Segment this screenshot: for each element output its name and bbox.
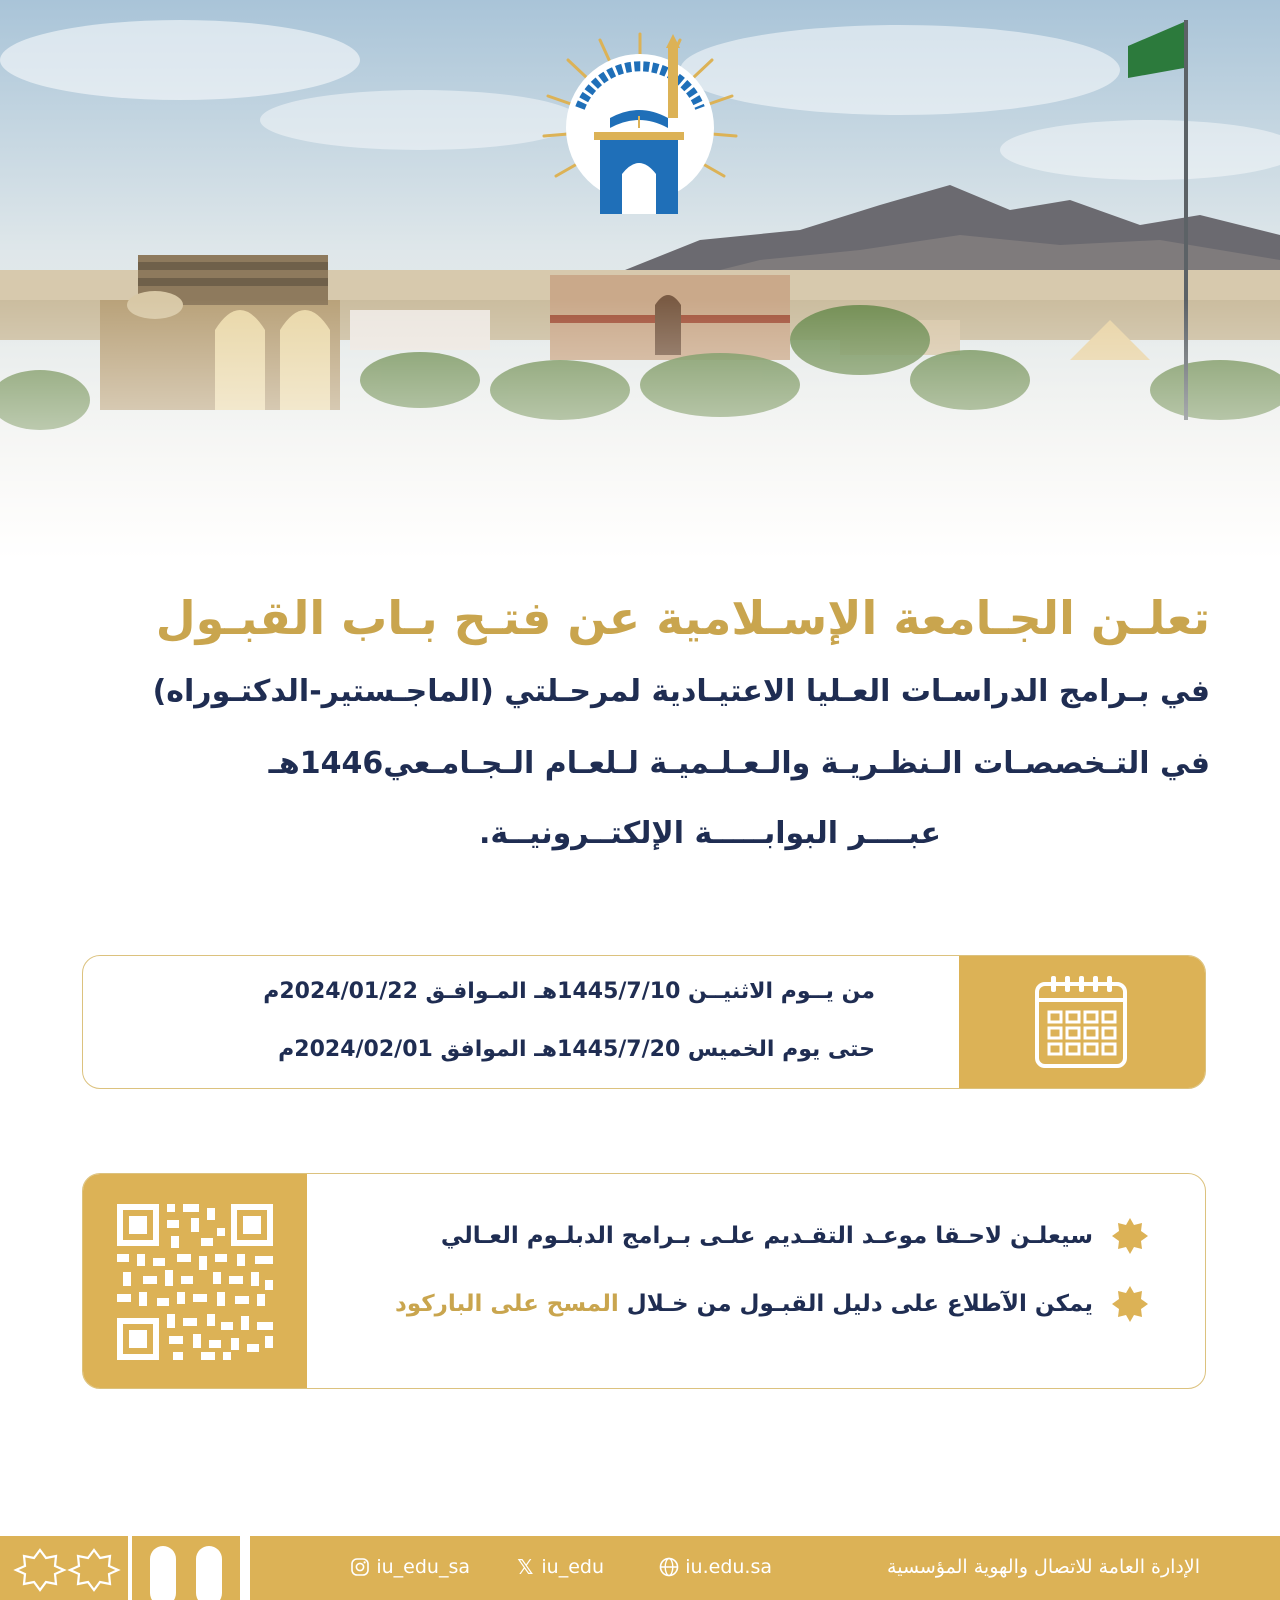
bullet-diploma <box>395 1214 1149 1258</box>
bullet-guide-text: يمكن الآطلاع على دليل القبـول من خـلال <box>626 1291 1093 1317</box>
footer-instagram-link[interactable] <box>350 1554 470 1580</box>
admission-dates-card <box>82 955 1206 1089</box>
footer-x-text: iu_edu <box>541 1556 604 1578</box>
x-logo-icon: 𝕏 <box>517 1555 534 1579</box>
star-bullet-icon <box>1111 1217 1149 1255</box>
qr-panel <box>83 1174 307 1388</box>
announcement-programs-line: في بـرامج الدراسـات العـليا الاعتيـادية لمرحـلتي (الماجـستير-الدكتـوراه) <box>152 674 1210 709</box>
footer-decoration <box>0 1536 250 1600</box>
qr-code-icon[interactable] <box>117 1204 273 1360</box>
date-until: حتى يوم الخميس 1445/7/20هـ الموافق 2024/02/01م <box>278 1037 875 1062</box>
footer-x-link[interactable] <box>517 1554 604 1580</box>
announcement-portal-line: عبــــر البوابـــــة الإلكتــرونيــة. <box>479 816 941 851</box>
calendar-panel <box>959 956 1205 1088</box>
admission-info-card <box>82 1173 1206 1389</box>
footer-website-text: iu.edu.sa <box>685 1556 772 1578</box>
announcement-title: تعلـن الجـامعة الإسـلامية عن فتـح بـاب القبـول <box>155 591 1210 645</box>
footer-instagram-text: iu_edu_sa <box>376 1556 470 1578</box>
footer-department: الإدارة العامة للاتصال والهوية المؤسسية <box>887 1556 1200 1578</box>
footer-bar <box>0 1536 1280 1600</box>
university-logo <box>540 28 740 228</box>
bullet-diploma-text: سيعلـن لاحـقا موعـد التقـديم علـى بـرامج الدبلـوم العـالي <box>440 1223 1093 1249</box>
footer-website-link[interactable] <box>659 1554 772 1580</box>
bullet-guide <box>395 1282 1149 1326</box>
announcement-headline <box>70 590 1210 854</box>
date-from: من يــوم الاثنيــن 1445/7/10هـ المـوافـق 2024/01/22م <box>263 979 875 1004</box>
instagram-icon <box>350 1557 370 1577</box>
announcement-specializations-line: في التـخصصـات الـنظـريـة والـعـلـميـة لـلعـام الـجـامـعي1446هـ <box>268 746 1210 781</box>
globe-icon <box>659 1557 679 1577</box>
scan-barcode-link: المسح على الباركود <box>395 1291 619 1317</box>
calendar-icon <box>1033 974 1129 1070</box>
star-bullet-icon <box>1111 1285 1149 1323</box>
